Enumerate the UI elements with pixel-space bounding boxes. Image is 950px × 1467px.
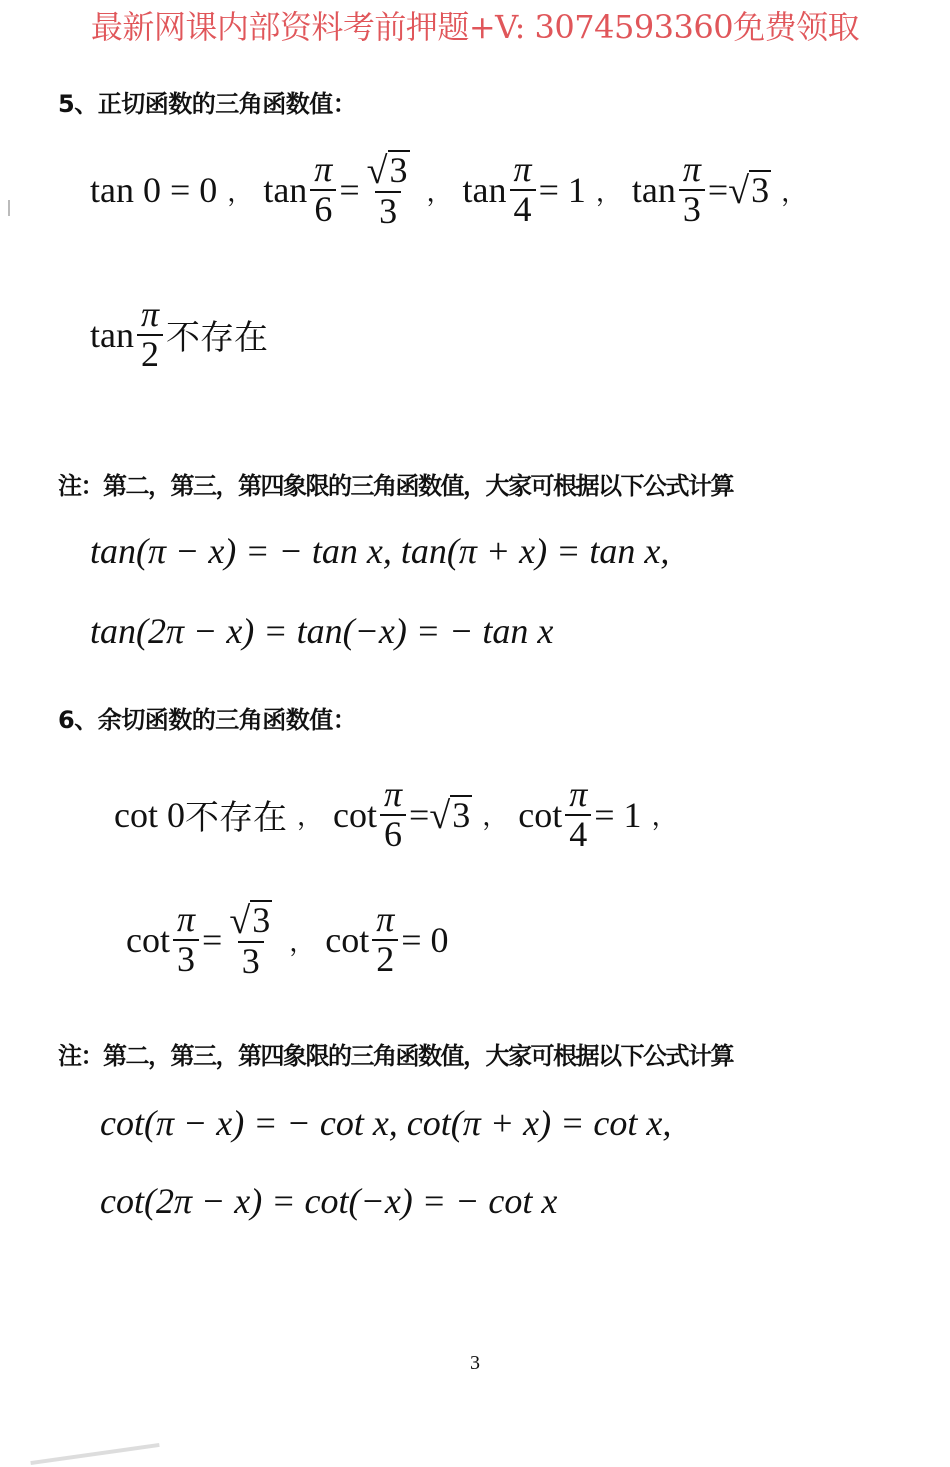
fraction: $\frac{\pi}{4}$ [510,151,536,229]
tan-values-line-1: tan 0 = 0 ， tan $\frac{\pi}{6}$ = √ 3 3 ， tan $\frac{\pi}{4}$ = 1 ， tan $\frac{\pi}{3}$ = √ 3 ， [90,149,808,231]
section-6-heading: 6、余切函数的三角函数值： [58,706,357,734]
fraction: $\frac{\pi}{2}$ [137,296,163,374]
cot-formula-1: cot(π − x) = − cot x, cot(π + x) = cot x, [100,1103,672,1143]
sqrt-3: √ 3 [728,170,770,213]
cot-values-line-1: cot 0 不存在 ， cot $\frac{\pi}{6}$ = √ 3 ， cot $\frac{\pi}{4}$ = 1 ， [114,774,678,854]
fraction: $\frac{\pi}{2}$ [372,901,398,979]
fraction: $\frac{\pi}{6}$ [380,776,406,854]
watermark: 最新网课内部资料考前押题+V: 3074593360免费领取 [90,8,860,46]
section-5-note: 注：第二，第三，第四象限的三角函数值，大家可根据以下公式计算 [58,472,733,500]
fraction: $\frac{\pi}{3}$ [679,151,705,229]
scan-smudge [30,1443,159,1465]
fraction: $\frac{\pi}{3}$ [173,901,199,979]
tan-formula-2: tan(2π − x) = tan(−x) = − tan x [90,611,554,651]
tan-values-line-2: tan $\frac{\pi}{2}$ 不存在 [90,294,269,374]
tan-0: tan 0 = 0 [90,170,218,211]
tan-fn: tan [263,170,308,211]
cot-values-line-2: cot $\frac{\pi}{3}$ = √ 3 3 ， cot $\frac{\pi}{2}$ = 0 [126,899,449,981]
fraction: √ 3 3 [366,149,408,231]
fraction: √ 3 3 [229,899,271,981]
scan-mark [8,200,10,216]
section-6-note: 注：第二，第三，第四象限的三角函数值，大家可根据以下公式计算 [58,1042,733,1070]
sqrt-3: √ 3 [429,794,471,837]
fraction: $\frac{\pi}{4}$ [565,776,591,854]
cot-formula-2: cot(2π − x) = cot(−x) = − cot x [100,1181,558,1221]
tan-formula-1: tan(π − x) = − tan x, tan(π + x) = tan x, [90,531,670,571]
section-5-heading: 5、正切函数的三角函数值： [58,90,357,118]
page-number: 3 [470,1352,480,1374]
fraction: $\frac{\pi}{6}$ [310,151,336,229]
